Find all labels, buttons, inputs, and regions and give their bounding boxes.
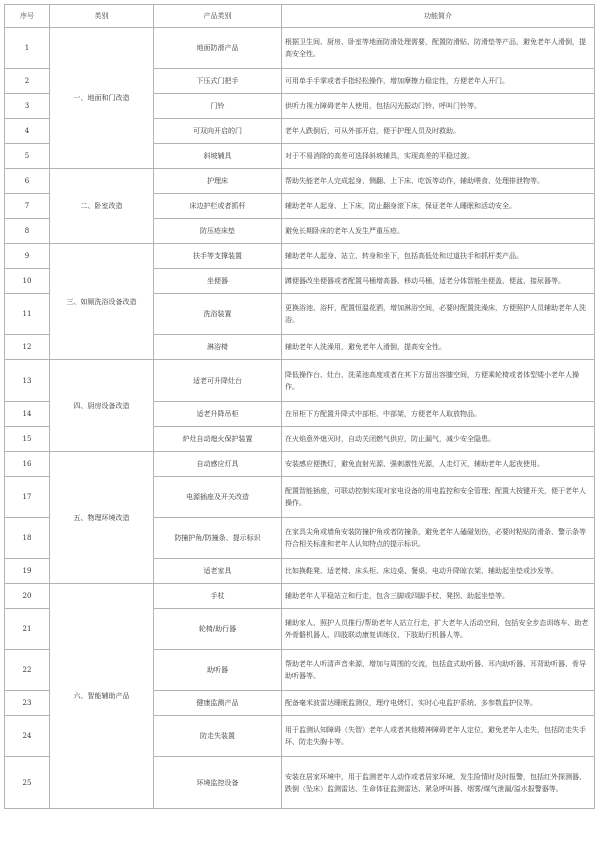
- product-type-cell: 可双向开启的门: [154, 119, 282, 144]
- function-description-cell: 可用单手手掌或者手指轻松操作，增加摩擦力稳定性，方便老年人开门。: [282, 69, 595, 94]
- serial-number-cell: 7: [5, 194, 50, 219]
- table-row: [5, 28, 595, 69]
- function-description-cell: 辅助老年人平稳站立和行走，包含三脚或四脚手杖、凳拐、助起坐垫等。: [282, 584, 595, 609]
- serial-number-cell: 22: [5, 650, 50, 691]
- product-type-cell: 适老升降吊柜: [154, 402, 282, 427]
- function-description-cell: 老年人跌倒后，可从外部开启，便于护理人员及时救助。: [282, 119, 595, 144]
- serial-number-cell: 11: [5, 294, 50, 335]
- product-type-cell: 坐便器: [154, 269, 282, 294]
- serial-number-cell: 25: [5, 757, 50, 809]
- product-type-cell: 斜坡辅具: [154, 144, 282, 169]
- product-type-cell: 下压式门把手: [154, 69, 282, 94]
- product-type-cell: 扶手等支撑装置: [154, 244, 282, 269]
- product-type-cell: 床边护栏或者抓杆: [154, 194, 282, 219]
- table-body: [5, 28, 595, 809]
- table-row: [5, 452, 595, 477]
- serial-number-cell: 19: [5, 559, 50, 584]
- product-type-cell: 淋浴椅: [154, 335, 282, 360]
- function-description-cell: 降低操作台、灶台、洗菜池高度或者在其下方留出容膝空间，方便乘轮椅或者体型矮小老年人操作。: [282, 360, 595, 402]
- function-description-cell: 蹲便器改坐便器或者配置马桶增高器、移动马桶，适老分体智能坐便盖、便盆、接尿器等。: [282, 269, 595, 294]
- function-description-cell: 根据卫生间、厨房、卧室等地面防滑处理需要，配置防滑贴、防滑垫等产品，避免老年人滑倒，提高安全性。: [282, 28, 595, 69]
- product-type-cell: 防走失装置: [154, 716, 282, 757]
- product-type-cell: 健康监测产品: [154, 691, 282, 716]
- category-cell: 六、智能辅助产品: [50, 584, 154, 809]
- function-description-cell: 比如换鞋凳、适老椅、床头柜、床边桌、餐桌、电动升降晾衣架、辅助起坐垫或沙发等。: [282, 559, 595, 584]
- header-serial-no: 序号: [5, 5, 50, 28]
- function-description-cell: 避免长期卧床的老年人发生严重压疮。: [282, 219, 595, 244]
- function-description-cell: 供听力视力障碍老年人使用，包括闪光振动门铃、呼叫门铃等。: [282, 94, 595, 119]
- product-type-cell: 适老家具: [154, 559, 282, 584]
- serial-number-cell: 18: [5, 518, 50, 559]
- product-type-cell: 环境监控设备: [154, 757, 282, 809]
- serial-number-cell: 8: [5, 219, 50, 244]
- function-description-cell: 安装在居家环境中，用于监测老年人动作或者居家环境，发生险情时及时报警，包括红外探测器、跌倒（坠床）监测雷达、生命体征监测雷达、紧急呼叫器、烟雾/煤气泄漏/溢水报警器等。: [282, 757, 595, 809]
- function-description-cell: 在火焰意外熄灭时，自动关闭燃气供应，防止漏气，减少安全隐患。: [282, 427, 595, 452]
- product-type-cell: 洗浴装置: [154, 294, 282, 335]
- function-description-cell: 帮助老年人听清声音来源，增加与周围的交流，包括盒式助听器、耳内助听器、耳背助听器、骨导助听器等。: [282, 650, 595, 691]
- serial-number-cell: 16: [5, 452, 50, 477]
- serial-number-cell: 9: [5, 244, 50, 269]
- function-description-cell: 配置智能插座，可联动控制实现对家电设备的用电监控和安全管理；配置大按键开关，便于老年人操作。: [282, 477, 595, 518]
- function-description-cell: 对于不易消除的高差可选择斜坡辅具，实现高差的平稳过渡。: [282, 144, 595, 169]
- category-cell: 五、物理环境改造: [50, 452, 154, 584]
- product-type-cell: 手杖: [154, 584, 282, 609]
- header-product-type: 产品类别: [154, 5, 282, 28]
- product-type-cell: 炉灶自动熄火保护装置: [154, 427, 282, 452]
- header-function-description: 功能简介: [282, 5, 595, 28]
- serial-number-cell: 6: [5, 169, 50, 194]
- product-type-cell: 自动感应灯具: [154, 452, 282, 477]
- function-description-cell: 安装感应便携灯，避免直射光源、强刺激性光源，人走灯灭，辅助老年人起夜使用。: [282, 452, 595, 477]
- header-category: 类别: [50, 5, 154, 28]
- product-type-cell: 防撞护角/防撞条、提示标识: [154, 518, 282, 559]
- serial-number-cell: 15: [5, 427, 50, 452]
- serial-number-cell: 3: [5, 94, 50, 119]
- table-row: [5, 360, 595, 402]
- serial-number-cell: 13: [5, 360, 50, 402]
- function-description-cell: 辅助老年人起身、站立、转身和坐下，包括高低处和过道扶手和抓杆类产品。: [282, 244, 595, 269]
- function-description-cell: 辅助老年人起身、上下床，防止翻身滚下床，保证老年人睡眠和活动安全。: [282, 194, 595, 219]
- function-description-cell: 用于监测认知障碍（失智）老年人或者其他精神障碍老年人定位，避免老年人走失，包括防走失手环、防走失胸卡等。: [282, 716, 595, 757]
- serial-number-cell: 4: [5, 119, 50, 144]
- function-description-cell: 在家具尖角或墙角安装防撞护角或者防撞条，避免老年人磕碰划伤，必要时粘贴防滑条、警示条等符合相关标准和老年人认知特点的提示标识。: [282, 518, 595, 559]
- serial-number-cell: 2: [5, 69, 50, 94]
- serial-number-cell: 21: [5, 609, 50, 650]
- function-description-cell: 辅助老年人洗澡用，避免老年人滑倒，提高安全性。: [282, 335, 595, 360]
- table-row: [5, 584, 595, 609]
- product-type-cell: 门铃: [154, 94, 282, 119]
- category-cell: 一、地面和门改造: [50, 28, 154, 169]
- function-description-cell: 配备毫米波雷达睡眠监测仪，理疗电烤灯、实时心电监护系统、多参数监护仪等。: [282, 691, 595, 716]
- serial-number-cell: 24: [5, 716, 50, 757]
- serial-number-cell: 17: [5, 477, 50, 518]
- function-description-cell: 帮助失能老年人完成起身、侧翻、上下床、吃饭等动作，辅助喂食、处理排泄物等。: [282, 169, 595, 194]
- product-type-cell: 助听器: [154, 650, 282, 691]
- product-type-cell: 防压疮床垫: [154, 219, 282, 244]
- category-cell: 三、如厕洗浴设备改造: [50, 244, 154, 360]
- product-type-cell: 地面防滑产品: [154, 28, 282, 69]
- product-type-cell: 轮椅/助行器: [154, 609, 282, 650]
- serial-number-cell: 5: [5, 144, 50, 169]
- serial-number-cell: 1: [5, 28, 50, 69]
- serial-number-cell: 20: [5, 584, 50, 609]
- table-header: [5, 5, 595, 28]
- product-type-cell: 适老可升降灶台: [154, 360, 282, 402]
- product-table-wrapper: [4, 4, 594, 809]
- function-description-cell: 辅助家人、照护人员推行/帮助老年人站立行走，扩大老年人活动空间，包括安全步态训练车、助老外骨骼机器人、四肢联动康复训练仪、下肢助行机器人等。: [282, 609, 595, 650]
- product-type-cell: 电源插座及开关改造: [154, 477, 282, 518]
- serial-number-cell: 23: [5, 691, 50, 716]
- table-row: [5, 244, 595, 269]
- table-row: [5, 169, 595, 194]
- serial-number-cell: 10: [5, 269, 50, 294]
- header-row: [5, 5, 595, 28]
- category-cell: 四、厨房设备改造: [50, 360, 154, 452]
- function-description-cell: 在吊柜下方配置升降式中部柜、中部架，方便老年人取放物品。: [282, 402, 595, 427]
- serial-number-cell: 12: [5, 335, 50, 360]
- aging-adaptation-product-table: [4, 4, 595, 809]
- serial-number-cell: 14: [5, 402, 50, 427]
- product-type-cell: 护理床: [154, 169, 282, 194]
- category-cell: 二、卧室改造: [50, 169, 154, 244]
- function-description-cell: 更换浴池、浴杆，配置恒温花洒，增加淋浴空间，必要时配置洗澡床，方便照护人员辅助老年人洗浴。: [282, 294, 595, 335]
